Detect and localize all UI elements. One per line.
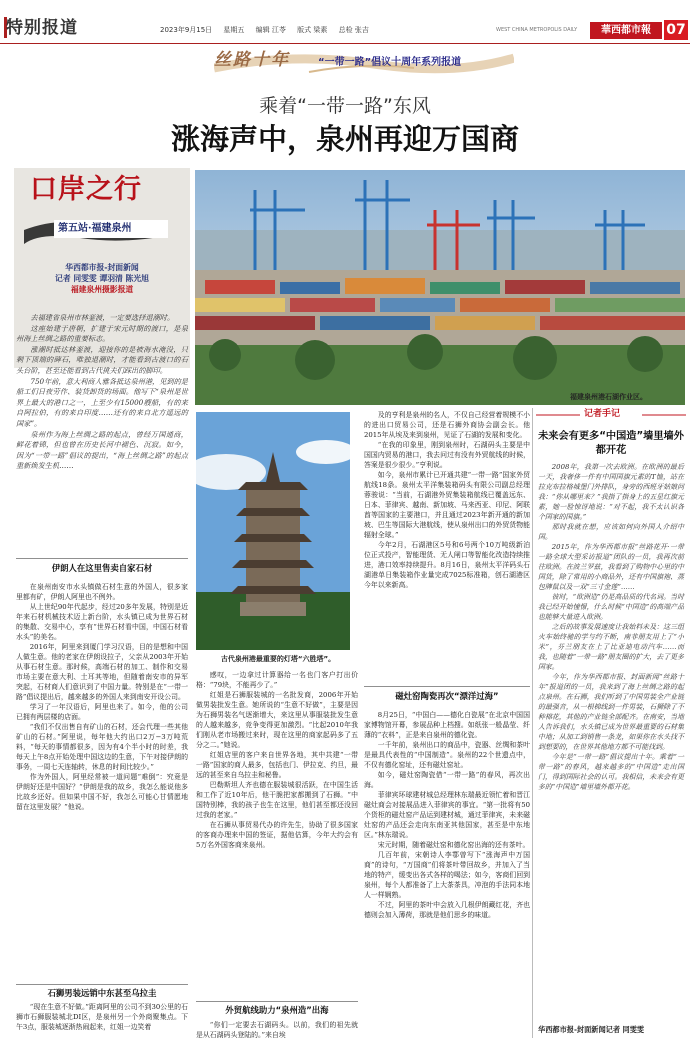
section-title: 特别报道 [6,18,78,38]
kicker: 乘着“一带一路”东风 [259,95,431,117]
column-name: 口岸之行 [30,174,142,205]
subhead-ceramics: 磁灶窑陶瓷再次“漂洋过海” [395,691,499,701]
note-paragraph: 彼时，“欧洲造”仍是高品质的代名词。当时我已经开始憧憬，什么时候“中国造”的高端产品也能够大量进入欧洲。 [538,593,684,621]
pagoda-photo-caption: 古代泉州港最重要的灯塔“六胜塔”。 [220,655,336,663]
body-paragraph: 2016年，阿里来到厦门学习汉语，目的是想和中国人做生意。他的老家在伊朗设拉子，父亲从2003年开始从事石材生意。那时候，高端石材的加工、制作和交易市场主要在意大利、土耳其等地，但随着南安市的异军突起，石材商人们意识到了中国力量。特别是在“一带一路”倡议提出后，越来越多的外国人来到南安开设公司。 [16,643,188,701]
body-paragraph: 及的亨利是泉州的名人，不仅自己经营着规模不小的进出口贸易公司，还是石狮外商协会副会长。他2015年从埃及来到泉州，见证了石湖的发展和变化。 [364,411,530,439]
body-paragraph: 几百年前，宋朝诗人李鄠曾写下“涨海声中万国商”的诗句，“万国商”们将茶叶带回故乡，并加入了当地的特产，缓变出各式各样的喝法；如今，客商们回到泉州，每个人都准备了上大茶茶具，冲泡的手法同本地人一样娴熟。 [364,851,530,899]
lede-paragraph: 750年前，意大利商人雅各抵达泉州港，见到的是船工们日夜劳作、装货卸货的场面。他写下“泉州是世界上最大的港口之一，上至少有15000艘船，有的来自阿拉伯，有的来自印度……还有的来自北方遥远的国家”。 [16,376,188,428]
banner-subtitle: “一带一路”倡议十周年系列报道 [318,57,462,68]
body-paragraph: 不过，阿里的茶叶中会放入几根伊朗藏红花，齐也德则会加入薄荷，那就是他们思乡的味道。 [364,901,530,919]
issue-weekday: 星期五 [223,26,245,34]
body-paragraph: 在泉州南安市水头镇做石材生意的外国人，很多家里都有矿，伊朗人阿里也不例外。 [16,583,188,601]
body-paragraph: 从上世纪90年代起步，经过20多年发展，特别是近年来石材机械技术迈上新台阶，水头镇已成为世界石材的集散、交易中心，享有“世界石材看中国，中国石材看水头”的美名。 [16,603,188,641]
byline-outlet: 华西都市报-封面新闻 [65,263,139,272]
body-paragraph: 如今，泉州市累计已开通共建“一带一路”国家外贸航线18条。泉州太平洋集装箱码头有限公司副总经理蓉骏说：“当前，石湖港外贸集装箱航线已覆盖远东、日本、菲律宾、越南、新加坡、马来西亚、印尼、阿联酋等国家的主要港口，并且通过2023年新开通的新加坡、巴生等国际大港航线，使从泉州出口的外贸货物能辐射全球。” [364,471,530,539]
subhead-iranian-stone: 伊朗人在这里售卖自家石材 [51,563,153,573]
paper-english-name: WEST CHINA METROPOLIS DAILY [496,27,578,33]
lede [16,313,188,472]
issue-date: 2023年9月15日 [160,26,213,34]
body-paragraph: 宋元时期，随着磁灶窑和德化窑出海的还有茶叶。 [377,841,530,849]
body-paragraph: “你们一定要去石湖码头。以前，我们的祖先就是从石湖码头登陆的。”来自埃 [196,1021,358,1039]
banner-title: 丝路十年 [214,50,290,70]
subhead-divider [196,1001,358,1002]
body-paragraph: 巴勒斯坦人齐也德在服装城很活跃，在中国生活和工作了近10年后，他干脆把家都搬到了石狮。“中国特别棒，我的孩子也生在这里，他们甚至都还没回过我的老家。” [196,781,358,819]
body-paragraph: 一千年前，泉州出口的商品中，瓷器、丝绸和茶叶是最具代表性的“中国制造”。泉州的22个世遗点中，不仅有德化窑址，还有磁灶窑址。 [364,741,530,769]
body-paragraph: 今年2月，石湖港区5号和6号两个10万吨级新泊位正式投产，智能理货、无人闸口等智能化改造持续推进，港口效率持续提升。8月16日，泉州太平洋码头石湖港单日集装箱作业量完成7025标准箱，创石湖港区今年以来新高。 [364,541,530,589]
section-menswear-body [16,1002,188,1032]
body-paragraph: 红姐店里的客户来自世界各地，其中共建“一带一路”国家的商人最多，包括也门、伊拉克、约旦，最远的甚至来自乌拉圭和秘鲁。 [196,751,359,779]
page-number: 07 [664,20,688,40]
subhead-divider [16,984,188,985]
body-paragraph: 在石狮从事贸易代办的许先生，协助了很多国家的客商办理来中国的签证，据他估算，今年大约会有5万名外国客商来泉州。 [196,821,358,849]
subhead-divider [16,558,188,559]
body-paragraph: 感叹，一边拿过计算器给一名也门客户打出价格：“79块，不能再少了。” [196,671,358,689]
section-ceramics-body [364,710,530,920]
lede-paragraph: 去福建省泉州市林銮渡，一定要选择退潮时。 [30,313,175,322]
body-paragraph: 学习了一年汉语后，阿里也来了。如今，他的公司已拥有两层楼的店面。 [16,703,188,721]
port-photo [195,170,685,405]
lede-paragraph: 这座始建于唐朝，扩建于宋元时期的渡口，是泉州海上丝绸之路的重要标志。 [16,323,188,344]
body-paragraph: 菲律宾环球建材城总经理林东瑞最近领忙着和晋江磁灶商会对接展品进入菲律宾的事宜。“第一批将有50个货柜的磁灶窑产品运到建材城，通过菲律宾，未来磁灶窑的产品还会走向东南亚其他国家，甚至是中东地区。”林东瑞说。 [364,791,530,839]
body-paragraph: “在我的印象里，刚到泉州时，石湖码头主要是中国国内贸易的港口，我去问过有没有外贸航线的时候，答案是很少很少。”亨利说。 [364,441,530,469]
subhead-divider [364,686,530,687]
section-menswear-body-cont [196,670,358,850]
column-stop: 第五站·福建泉州 [58,223,132,234]
issue-meta [160,26,378,35]
note-paragraph: 今年是“一带一路”倡议提出十年。乘着“一带一路”的春风，越来越多的“中国造”走出国门，得到国际社会的认可。我相信，未来会有更多的“中国造”墙里墙外都开花。 [538,753,684,791]
note-byline: 华西都市报-封面新闻记者 同雯雯 [538,1025,645,1034]
note-paragraph: 那时我就在想，应该如何向外国人介绍中国。 [538,523,684,541]
lede-paragraph: 涨潮时抵达林銮渡，迎接你的是被海水淹没，只剩下顶端的碑石，唯独退潮时，才能看到古渡口的石头台阶，甚至还能看到古代挑夫们踩出的脚印。 [16,344,188,375]
note-paragraph: 之后的故事发展速度让我始料未及：这三组火车始终驰的学与约不断，南非朋友用上了“小米”，芬兰朋友在上了比亚迪电动汽车……而我，也随着“一带一路”朋友圈的扩大，去了更多国家。 [538,623,684,671]
body-paragraph: “现在生意不好做。”距离阿里的公司不到30公里的石狮市石狮服装城北DI区，是泉州另一个外商聚集点。下午3点，服装城逐渐热闹起来，红姐一边笑着 [16,1003,188,1031]
body-paragraph: 红姐是石狮服装城的一名批发商，2006年开始做男装批发生意。她所说的“生意不好做”，主要是因为石狮男装名气逐渐增大，来这里从事服装批发生意的人越来越多，竞争变得更加激烈。“比起2010年我们刚从老市场搬过来时，现在这里的商家起码多了五分之二。”她说。 [196,691,358,749]
subhead-shipping: 外贸航线助力“泉州造”出海 [225,1005,329,1015]
lede-paragraph: 泉州作为海上丝绸之路的起点，曾经万国通商，鲜花着锦，但也曾在历史长河中褪色、沉寂。如今，因为“一带一路”倡议的提出，“海上丝绸之路”的起点重新焕发生机…… [16,429,188,471]
body-paragraph: “我们不仅出售自有矿山的石材，还会代理一些其他矿山的石材。”阿里说，每年他大约出口2万−3万吨荒料，“每天的事情都很多，因为有4个半小时的时差，我每天上午8点开始处理中国这边的生意，下午对接伊朗的事务，一周七天连轴转，休息的时间比较少。” [16,723,188,771]
byline-reporters: 记者 同雯雯 谭羽清 陈光旭 [55,274,149,283]
editor-credit: 编辑 江苓 [255,26,286,34]
headline: 涨海声中，泉州再迎万国商 [170,122,519,156]
note-paragraph: 2008年，我第一次去欧洲。在欧洲的最后一天，我奢侈一件有中国国旗元素的T恤，站在拉克布拉格城堡门外排队，身旁的西班牙姑娘问我：“你从哪里来？”我指了指身上的五星红旗元素，她一脸惊讶地说：“对不起，我不太认识各个国家的国旗。” [538,463,684,521]
section-shipping-body-cont [364,410,530,590]
proof-credit: 总检 张吉 [338,26,369,34]
newspaper-logo: 華西都市報 [590,22,662,39]
section-shipping-body [196,1020,358,1040]
note-paragraph: 今年，作为华西都市报、封面新闻“丝路十年”报道团的一员，我来到了海上丝绸之路的起点泉州。在石狮，我们听到了中国男装全产业链的最强音，从一根棉线到一件男装，石狮除了不种棉花，其他的产业链全部配齐。在南安，当地人告诉我们，水头镇已成为世界最重要的石材集中地；从加工到销售一条龙，如果你在水头找不到想要的，在世界其他地方都不可能找到。 [538,673,684,751]
body-paragraph: 如今，磁灶窑陶瓷借“一带一路”的春风，再次出海。 [364,771,530,789]
page-header [0,0,690,44]
section-stone-body [16,582,188,812]
note-divider [532,408,533,1038]
note-paragraph: 2015年，作为华西都市报“丝路花开·一带一路全球大型采访报道”团队的一员，我再次前往欧洲。在波兰罗兹，我看到了购物中心里的中国货，除了常用的小商品外，还有中国旗袍、蒸包牌鼠以及一双“三寸金莲”…… [538,543,684,591]
note-title: 未来会有更多“中国造”墙里墙外都开花 [538,431,684,456]
body-paragraph: 8月25日，“中国白——德化白瓷展”在北京中国国家博物馆开幕，参展品种上档搜。如纸张一般晶莹、纤薄的“衣料”，正是来自泉州的德化瓷。 [364,711,530,739]
port-photo-caption: 福建泉州港石湖作业区。 [570,393,647,401]
body-paragraph: 作为外国人，阿里经常被一道问题“难倒”：究竟是伊朗好还是中国好？“伊朗是我的故乡，我怎么能说他多比故乡还好。但如果中国不好，我怎么可能心甘情愿地留在这里发展？”他说。 [16,773,188,811]
note-body [538,462,684,792]
pagoda-photo [196,412,350,650]
byline-photo: 福建泉州摄影报道 [70,285,134,294]
note-tag: 记者手记 [584,409,621,419]
designer-credit: 版式 梁素 [297,26,328,34]
subhead-menswear: 石狮男装远销中东甚至乌拉圭 [47,988,157,998]
